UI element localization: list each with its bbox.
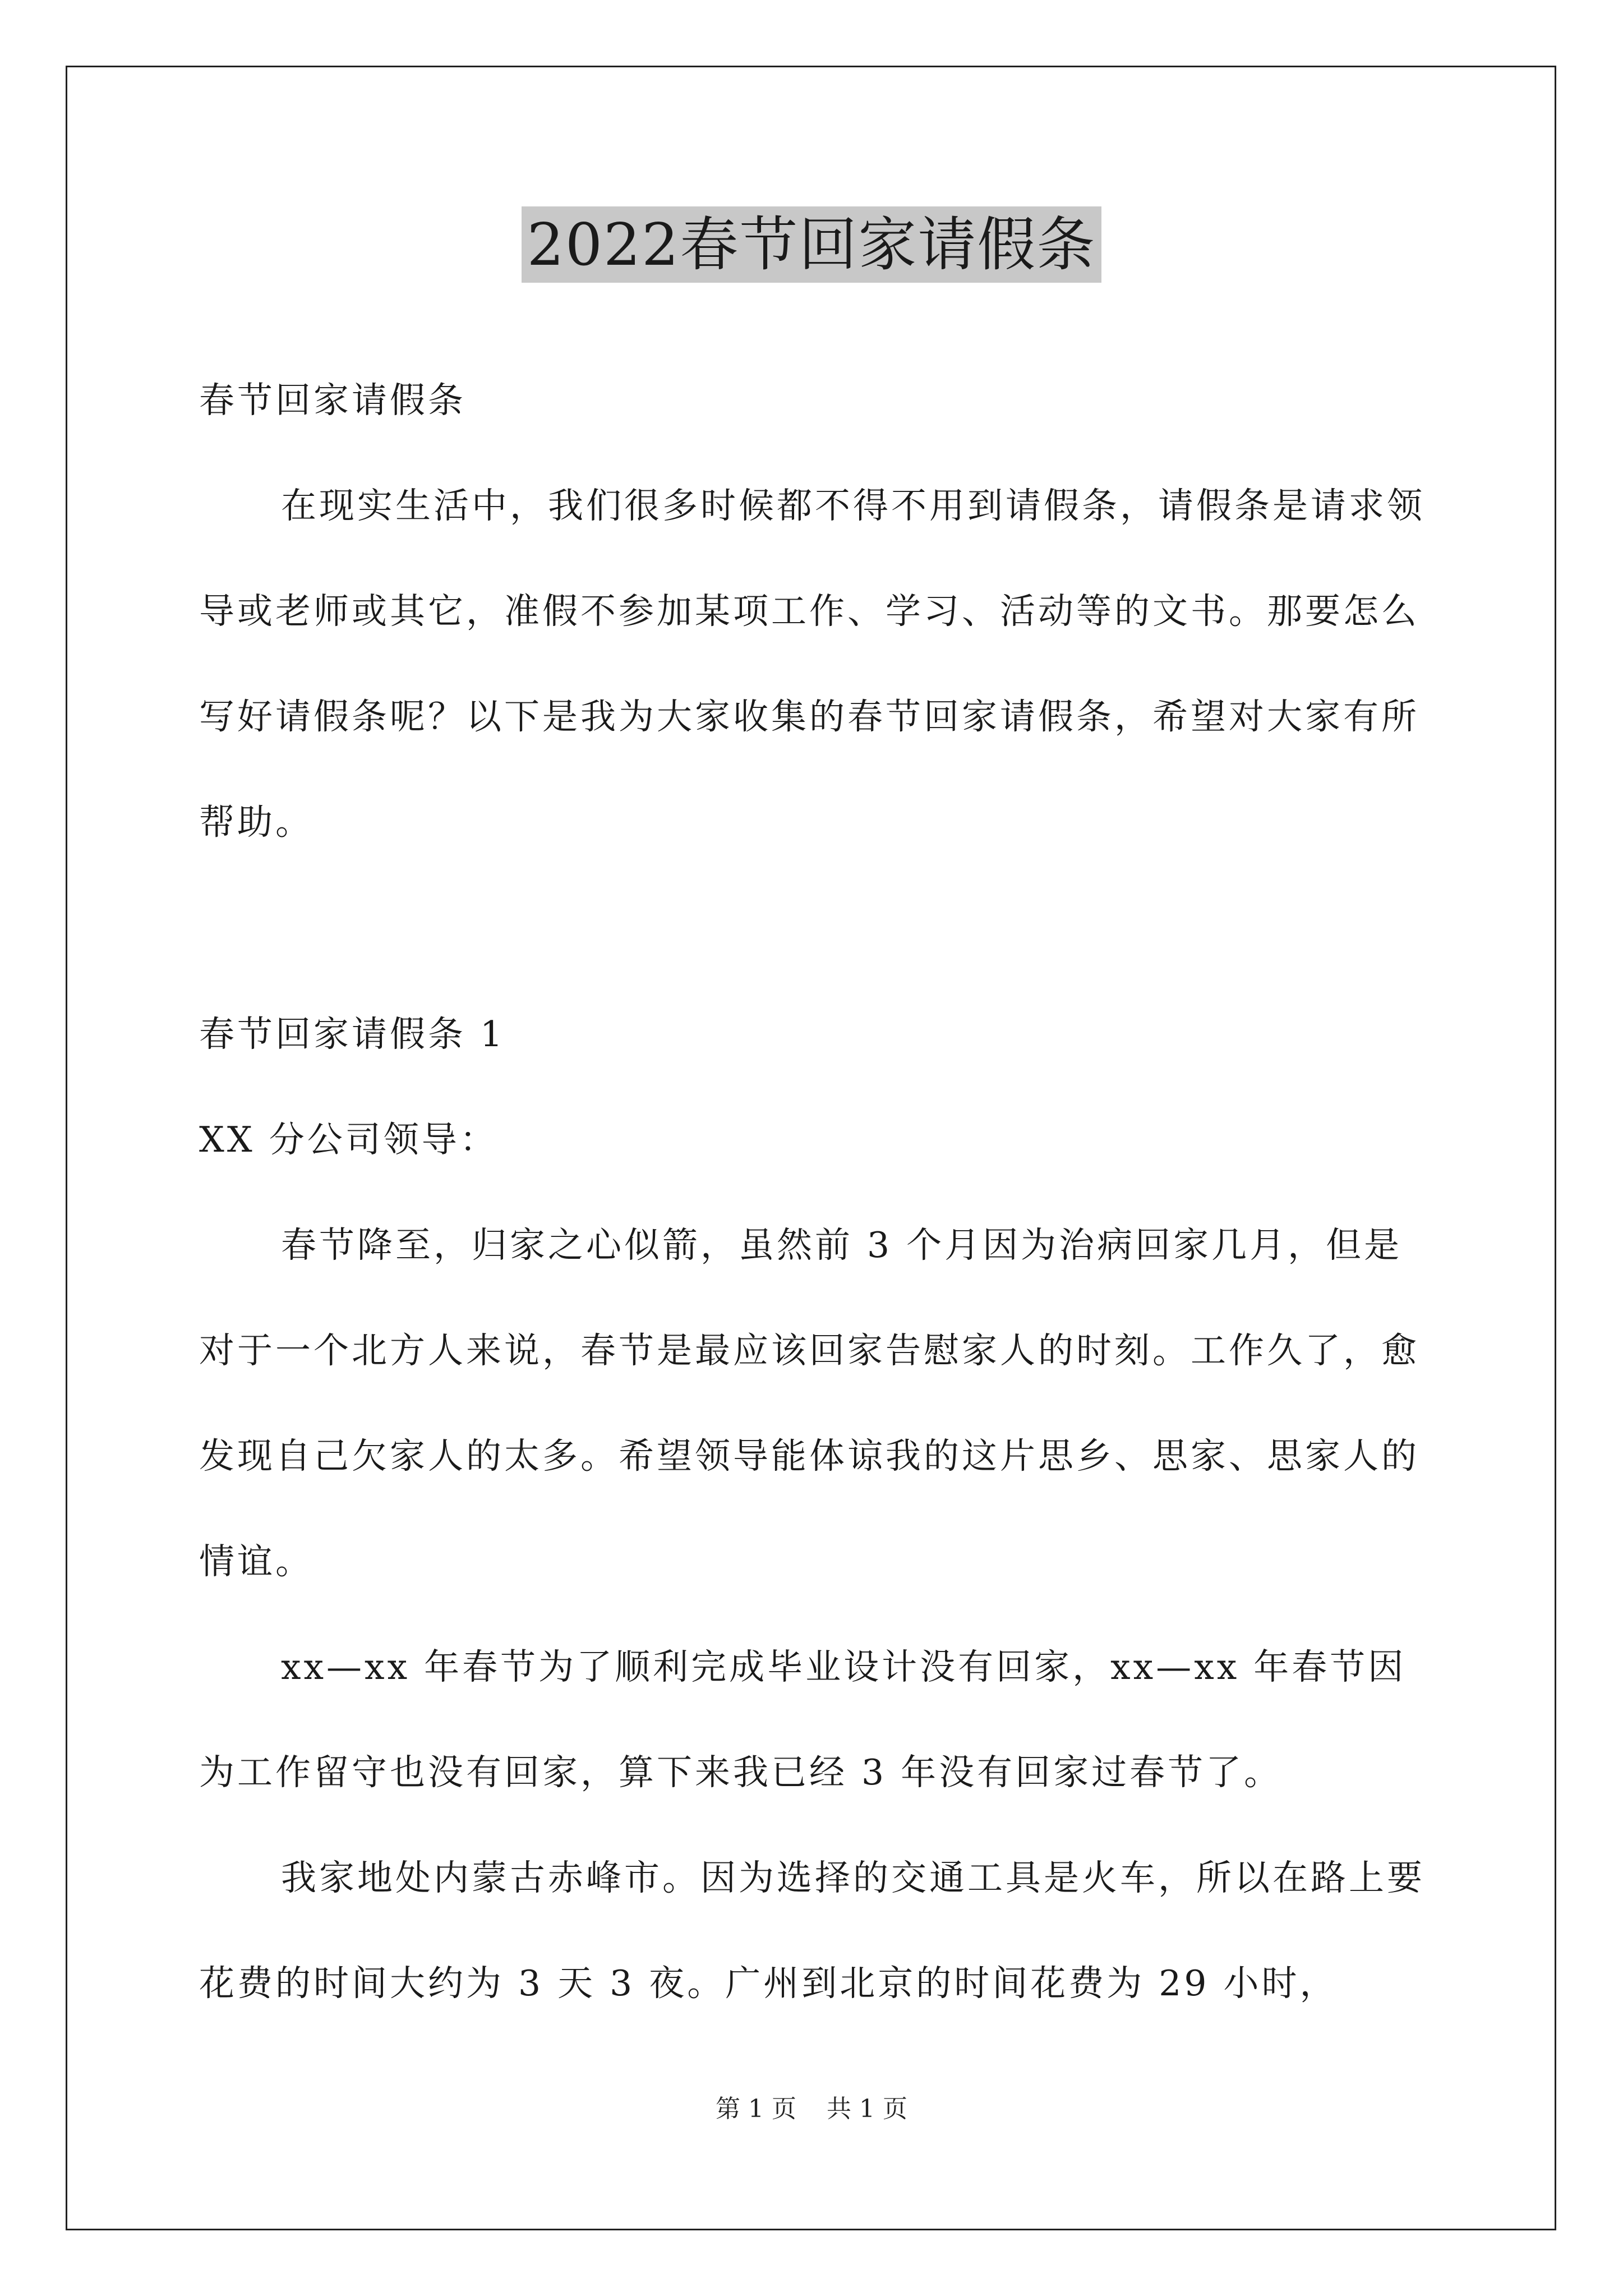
salutation: XX 分公司领导： [199,1119,498,1160]
body-paragraph: 我家地处内蒙古赤峰市。因为选择的交通工具是火车，所以在路上要花费的时间大约为 3 天 3 夜。广州到北京的时间花费为 29 小时， [199,1857,1425,2004]
page-number: 第 1 页 [716,2095,796,2123]
section-heading: 春节回家请假条 1 [199,1014,506,1055]
title-container [0,206,1623,283]
body-paragraph: xx—xx 年春节为了顺利完成毕业设计没有回家，xx—xx 年春节因为工作留守也没有回家，算下来我已经 3 年没有回家过春节了。 [199,1646,1407,1793]
intro-paragraph: 在现实生活中，我们很多时候都不得不用到请假条，请假条是请求领导或老师或其它，准假不参加某项工作、学习、活动等的文书。那要怎么写好请假条呢？以下是我为大家收集的春节回家请假条，希望对大家有所帮助。 [199,485,1425,843]
document-title: 2022春节回家请假条 [522,206,1102,283]
body-paragraph: 春节降至，归家之心似箭，虽然前 3 个月因为治病回家几月，但是对于一个北方人来说，春节是最应该回家告慰家人的时刻。工作久了，愈发现自己欠家人的太多。希望领导能体谅我的这片思乡、思家、思家人的情谊。 [199,1225,1419,1582]
document-subtitle: 春节回家请假条 [199,380,466,421]
section-spacer [199,875,1433,982]
page-footer [0,2092,1623,2126]
document-body [199,348,1433,2036]
page-total: 共 1 页 [827,2095,907,2123]
